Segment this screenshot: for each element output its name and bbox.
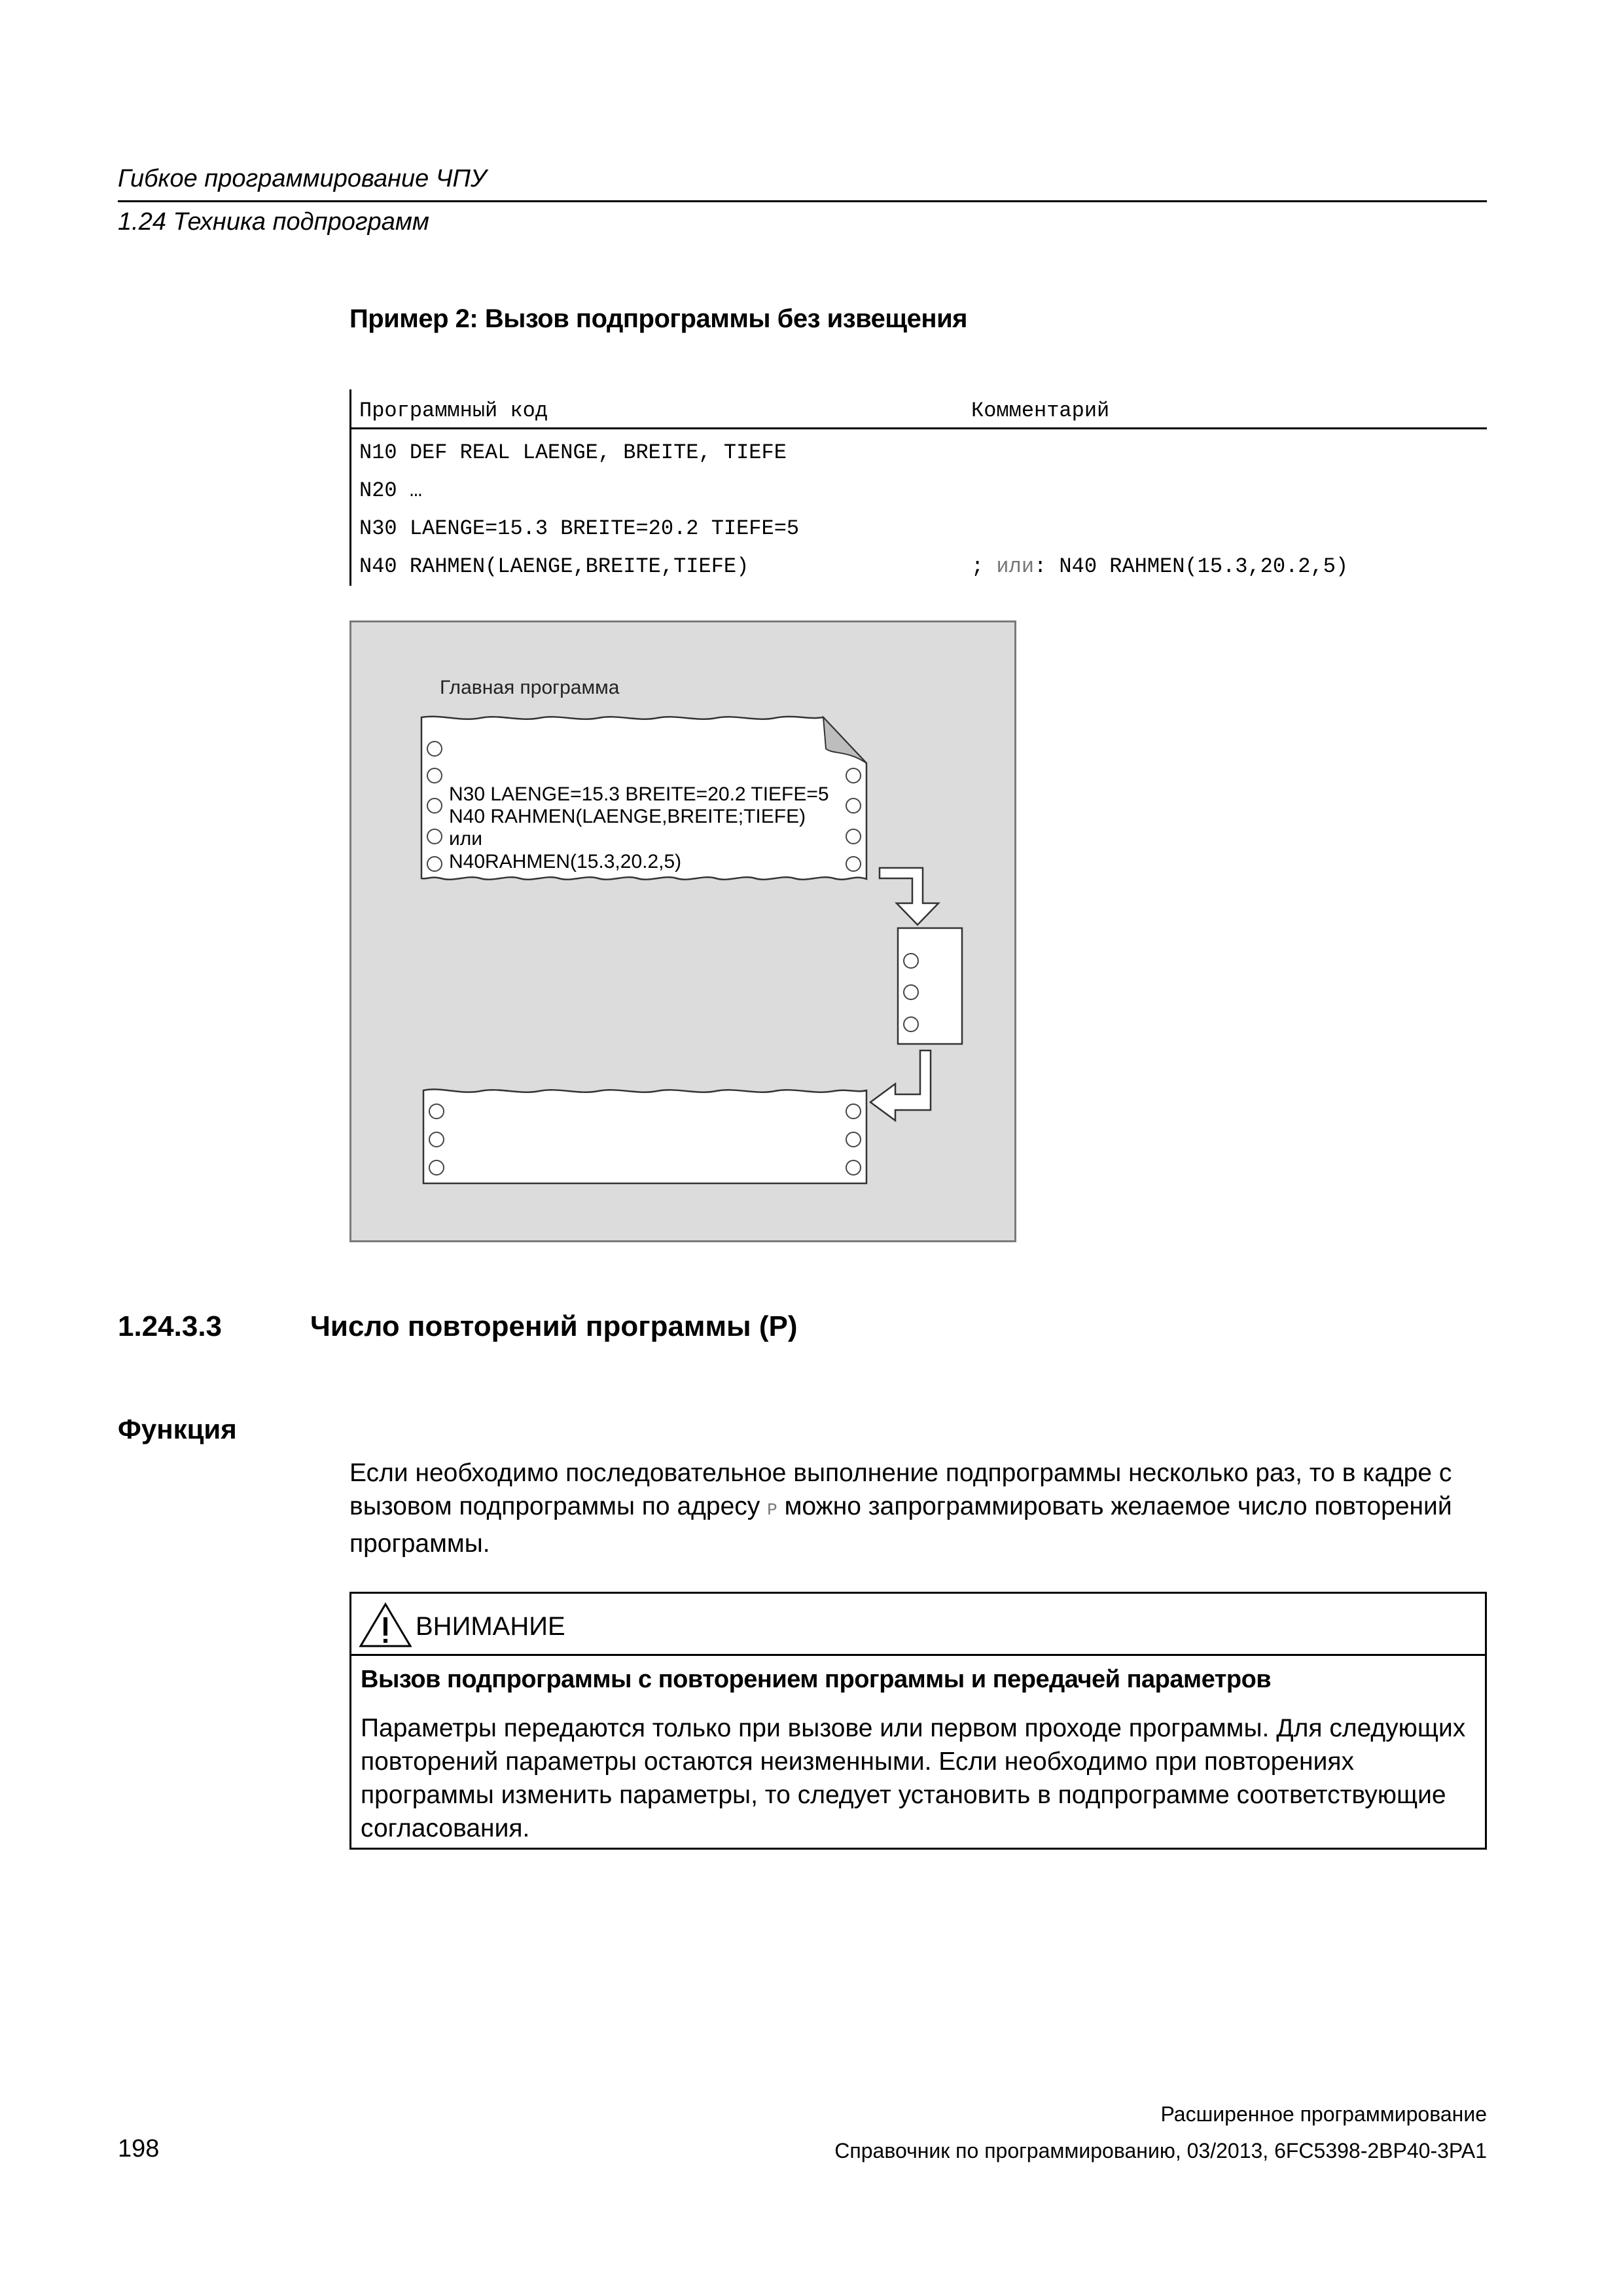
- running-header-subtitle: 1.24 Техника подпрограмм: [118, 208, 429, 236]
- diagram-line: N40RAHMEN(15.3,20.2,5): [449, 851, 682, 872]
- comment-prefix: ;: [971, 554, 997, 579]
- warning-box: [349, 1592, 1487, 1850]
- footer-book-title: Расширенное программирование: [1160, 2102, 1487, 2126]
- diagram-line: N30 LAENGE=15.3 BREITE=20.2 TIEFE=5: [449, 783, 829, 805]
- diagram-line: N40 RAHMEN(LAENGE,BREITE;TIEFE): [449, 806, 806, 827]
- function-text-part2: можно запрограммировать желаемое число повторений программы.: [349, 1492, 1452, 1558]
- diagram-line: или: [449, 828, 483, 850]
- footer-manual-info: Справочник по программированию, 03/2013, 6FC5398-2BP40-3PA1: [834, 2139, 1487, 2162]
- section-number: 1.24.3.3: [118, 1310, 223, 1342]
- function-heading: Функция: [118, 1414, 237, 1444]
- function-text-part1: Если необходимо последовательное выполнение подпрограммы несколько раз, то в кадре с вызовом подпрограммы по адресу: [349, 1459, 1452, 1520]
- comment-text: : N40 RAHMEN(15.3,20.2,5): [1034, 554, 1349, 579]
- page-number: 198: [118, 2135, 160, 2162]
- code-table-left-border: [349, 389, 351, 586]
- header-rule: [118, 200, 1487, 202]
- code-row-comment: [971, 554, 1348, 579]
- code-table-header-rule: [349, 427, 1487, 429]
- subprogram-sheet-holes: [904, 954, 918, 1031]
- address-code: P: [767, 1500, 777, 1520]
- warning-separator: [351, 1654, 1485, 1656]
- warning-text: Параметры передаются только при вызове или первом проходе программы. Для следующих повторений параметры остаются неизменными. Если необходимо при повторениях программы изменить параметры, то следует установить в подпрограмме соответствующие согласования.: [361, 1714, 1466, 1842]
- code-row: N20 …: [359, 478, 423, 503]
- warning-subtitle: Вызов подпрограммы с повторением программы и передачей параметров: [361, 1666, 1272, 1693]
- code-row: N40 RAHMEN(LAENGE,BREITE,TIEFE): [359, 554, 749, 579]
- main-program-continuation-sheet: [423, 1089, 866, 1183]
- main-program-label: Главная программа: [440, 677, 620, 698]
- subprogram-call-diagram: [349, 620, 1016, 1242]
- section-title: Число повторений программы (P): [310, 1310, 798, 1342]
- code-row: N10 DEF REAL LAENGE, BREITE, TIEFE: [359, 440, 787, 465]
- comment-column-header: Комментарий: [971, 399, 1110, 423]
- warning-triangle-icon: [358, 1602, 413, 1649]
- code-column-header: Программный код: [359, 399, 548, 423]
- code-row: N30 LAENGE=15.3 BREITE=20.2 TIEFE=5: [359, 516, 800, 541]
- code-table: [349, 389, 1487, 586]
- warning-title: ВНИМАНИЕ: [416, 1612, 565, 1641]
- comment-or: или: [996, 554, 1035, 579]
- example-title: Пример 2: Вызов подпрограммы без извещения: [349, 304, 967, 333]
- function-paragraph: [349, 1456, 1488, 1560]
- running-header-title: Гибкое программирование ЧПУ: [118, 165, 487, 192]
